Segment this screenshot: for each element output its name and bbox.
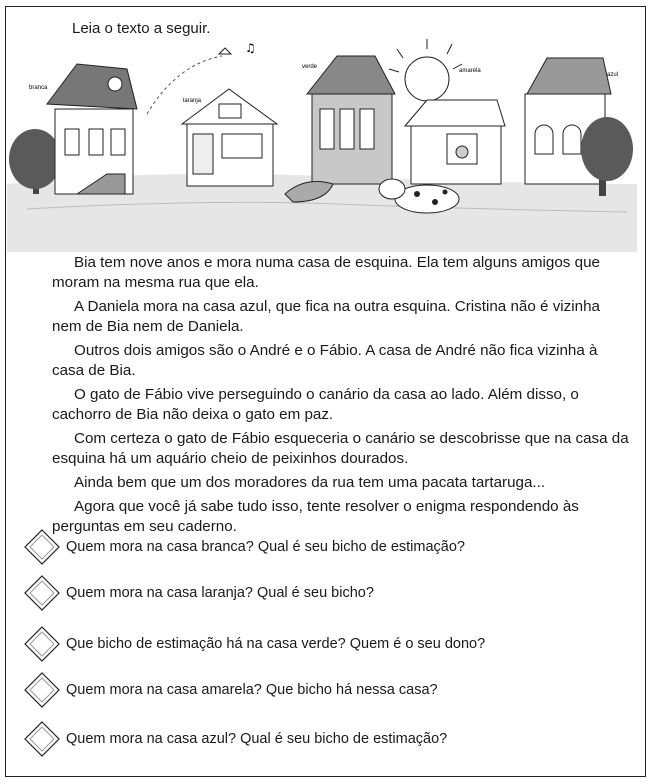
paragraph: Com certeza o gato de Fábio esqueceria o canário se descobrisse que na casa da esquina há um aquário cheio de peixinhos dourados. bbox=[52, 430, 629, 467]
street-illustration bbox=[7, 34, 637, 252]
question-text: Quem mora na casa azul? Qual é seu bicho de estimação? bbox=[66, 731, 448, 747]
label-branca: branca bbox=[29, 85, 48, 91]
question-item bbox=[22, 624, 485, 664]
paragraph: Outros dois amigos são o André e o Fábio. A casa de André não fica vizinha à casa de Bia. bbox=[52, 342, 598, 379]
question-item bbox=[22, 670, 438, 710]
question-text: Quem mora na casa laranja? Qual é seu bicho? bbox=[66, 585, 374, 601]
question-text: Quem mora na casa amarela? Que bicho há nessa casa? bbox=[66, 682, 438, 698]
intro-text: Leia o texto a seguir. bbox=[72, 20, 211, 37]
question-item bbox=[22, 527, 465, 567]
paragraph: Bia tem nove anos e mora numa casa de esquina. Ela tem alguns amigos que moram na mesma rua que ela. bbox=[52, 254, 600, 291]
sun bbox=[389, 39, 462, 101]
label-verde: verde bbox=[302, 64, 318, 70]
label-amarela: amarela bbox=[459, 68, 481, 74]
diamond-bullet-icon bbox=[22, 670, 62, 710]
question-text: Quem mora na casa branca? Qual é seu bicho de estimação? bbox=[66, 539, 465, 555]
diamond-bullet-icon bbox=[22, 573, 62, 613]
label-azul: azul bbox=[607, 72, 619, 78]
question-item bbox=[22, 719, 447, 759]
diamond-bullet-icon bbox=[22, 719, 62, 759]
paragraph: A Daniela mora na casa azul, que fica na outra esquina. Cristina não é vizinha nem de Bia nem de Daniela. bbox=[52, 298, 600, 335]
label-laranja: laranja bbox=[183, 98, 202, 104]
diamond-bullet-icon bbox=[22, 624, 62, 664]
green-house bbox=[302, 56, 395, 184]
diamond-bullet-icon bbox=[22, 527, 62, 567]
question-text: Que bicho de estimação há na casa verde? Quem é o seu dono? bbox=[66, 636, 486, 652]
paragraph: Agora que você já sabe tudo isso, tente resolver o enigma respondendo às perguntas em seu caderno. bbox=[52, 498, 579, 535]
orange-house bbox=[182, 89, 277, 186]
svg-text:♫: ♫ bbox=[245, 41, 256, 55]
paragraph: O gato de Fábio vive perseguindo o canário da casa ao lado. Além disso, o cachorro de Bia não deixa o gato em paz. bbox=[52, 386, 579, 423]
paragraph: Ainda bem que um dos moradores da rua tem uma pacata tartaruga... bbox=[74, 474, 546, 491]
story-text bbox=[52, 253, 632, 541]
question-item bbox=[22, 573, 374, 613]
